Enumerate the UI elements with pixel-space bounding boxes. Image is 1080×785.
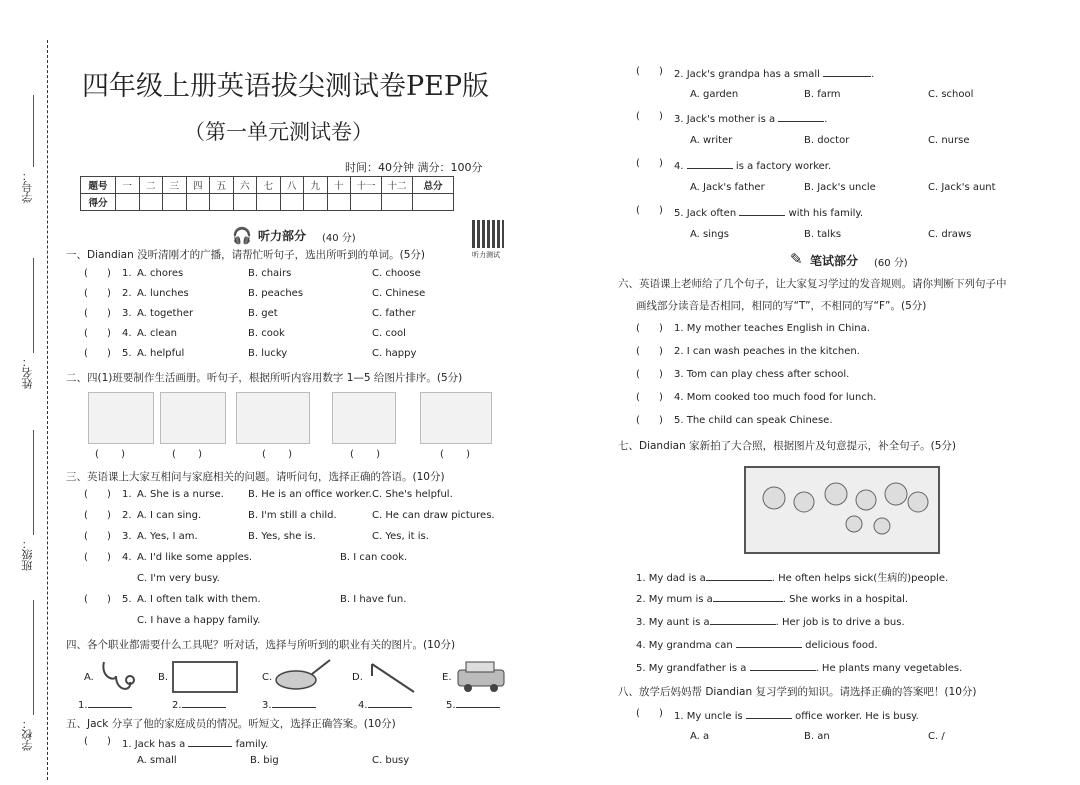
answer-paren[interactable]: ( ) <box>636 323 663 334</box>
option-c: C. Jack's aunt <box>928 182 996 193</box>
pencil-icon: ✎ <box>790 250 803 268</box>
section-1-heading: 一、Diandian 没听清刚才的广播，请帮忙听句子，选出所听到的单词。(5分) <box>66 249 425 261</box>
question-number: 2. <box>122 288 132 299</box>
section-6-heading: 六、英语课上老师给了几个句子，让大家复习学过的发音规则。请你判断下列句子中 <box>618 278 1007 290</box>
fill-item: 4. My grandma can delicious food. <box>636 637 878 651</box>
option-c: C. school <box>928 89 974 100</box>
question-number: 4. <box>122 328 132 339</box>
section-4-heading: 四、各个职业都需要什么工具呢？听对话，选择与所听到的职业有关的图片。(10分) <box>66 639 456 651</box>
answer-paren[interactable]: ( ) <box>84 328 111 339</box>
writing-points: (60 分) <box>874 258 908 269</box>
option-c: C. Yes, it is. <box>372 531 429 542</box>
answer-paren[interactable]: ( ) <box>84 288 111 299</box>
question-number: 4. <box>122 552 132 563</box>
answer-paren[interactable]: ( ) <box>636 708 663 719</box>
picture-boy-cleaning <box>160 392 226 444</box>
answer-blank[interactable]: 5. <box>446 697 500 711</box>
answer-paren[interactable]: ( ) <box>350 449 381 460</box>
picture-letter: D. <box>352 672 363 683</box>
score-header-cell: 总分 <box>413 177 454 194</box>
headphones-icon: 🎧 <box>232 226 252 245</box>
section-3-heading: 三、英语课上大家互相问与家庭相关的问题。请听问句，选择正确的答语。(10分) <box>66 471 445 483</box>
answer-paren[interactable]: ( ) <box>84 510 111 521</box>
score-cell[interactable] <box>327 194 351 211</box>
question-number: 3. <box>122 308 132 319</box>
option-b: B. talks <box>804 229 842 240</box>
picture-family-chores <box>236 392 310 444</box>
student-number-label: 学号： <box>21 170 34 203</box>
option-a: A. Yes, I am. <box>137 531 198 542</box>
student-number-field[interactable] <box>33 95 34 167</box>
sentence-item: 3. Tom can play chess after school. <box>674 369 850 380</box>
answer-paren[interactable]: ( ) <box>636 158 663 169</box>
question-8-1: 1. My uncle is office worker. He is busy. <box>674 708 919 722</box>
option-c: C. choose <box>372 268 421 279</box>
option-b: B. an <box>804 731 830 742</box>
question-5-5: 5. Jack often with his family. <box>674 205 863 219</box>
listening-title: 听力部分 <box>258 229 307 243</box>
qr-label: 听力测试 <box>472 251 500 259</box>
taxi-icon <box>456 658 506 694</box>
answer-paren[interactable]: ( ) <box>636 392 663 403</box>
question-number: 1. <box>122 268 132 279</box>
answer-paren[interactable]: ( ) <box>84 489 111 500</box>
answer-paren[interactable]: ( ) <box>636 346 663 357</box>
option-b: B. I can cook. <box>340 552 408 563</box>
answer-paren[interactable]: ( ) <box>636 415 663 426</box>
score-cell[interactable] <box>304 194 328 211</box>
answer-paren[interactable]: ( ) <box>636 205 663 216</box>
score-row-label: 得分 <box>81 194 116 211</box>
option-c: C. nurse <box>928 135 970 146</box>
option-c: C. I'm very busy. <box>137 573 220 584</box>
option-a: A. a <box>690 731 710 742</box>
answer-paren[interactable]: ( ) <box>172 449 203 460</box>
question-number: 3. <box>122 531 132 542</box>
question-5-2: 2. Jack's grandpa has a small . <box>674 66 874 80</box>
score-cell[interactable] <box>233 194 257 211</box>
page-subtitle: （第一单元测试卷） <box>184 120 373 144</box>
section-5-heading: 五、Jack 分享了他的家庭成员的情况。听短文，选择正确答案。(10分) <box>66 718 396 730</box>
question-5-4: 4. is a factory worker. <box>674 158 831 172</box>
score-header-cell: 十 <box>327 177 351 194</box>
score-cell[interactable] <box>210 194 234 211</box>
answer-blank[interactable]: 3. <box>262 697 316 711</box>
option-c: C. busy <box>372 755 410 766</box>
score-header-cell: 二 <box>139 177 163 194</box>
option-c: C. She's helpful. <box>372 489 453 500</box>
option-a: A. Jack's father <box>690 182 765 193</box>
section-8-heading: 八、放学后妈妈帮 Diandian 复习学到的知识。请选择正确的答案吧！(10分) <box>618 686 977 698</box>
score-cell[interactable] <box>413 194 454 211</box>
option-a: A. helpful <box>137 348 185 359</box>
score-header-cell: 一 <box>116 177 140 194</box>
tool-icon <box>366 660 418 696</box>
page-title: 四年级上册英语拔尖测试卷PEP版 <box>82 71 490 102</box>
answer-paren[interactable]: ( ) <box>84 736 111 747</box>
wok-icon <box>274 658 332 694</box>
question-number: 2. <box>122 510 132 521</box>
answer-paren[interactable]: ( ) <box>84 348 111 359</box>
option-a: A. I can sing. <box>137 510 202 521</box>
name-field[interactable] <box>33 258 34 353</box>
family-illustration <box>746 468 938 552</box>
answer-blank[interactable]: 2. <box>172 697 226 711</box>
class-field[interactable] <box>33 430 34 535</box>
sentence-item: 1. My mother teaches English in China. <box>674 323 870 334</box>
option-c: C. I have a happy family. <box>137 615 261 626</box>
option-b: B. I have fun. <box>340 594 407 605</box>
section-6-heading-cont: 画线部分读音是否相同，相同的写“T”，不相同的写“F”。(5分) <box>636 300 927 312</box>
option-a: A. chores <box>137 268 184 279</box>
score-cell[interactable] <box>257 194 281 211</box>
picture-letter: E. <box>442 672 452 683</box>
option-a: A. small <box>137 755 177 766</box>
school-field[interactable] <box>33 600 34 715</box>
question-number: 5. <box>122 348 132 359</box>
picture-family-care <box>88 392 154 444</box>
answer-blank[interactable]: 4. <box>358 697 412 711</box>
score-header-cell: 九 <box>304 177 328 194</box>
sentence-item: 5. The child can speak Chinese. <box>674 415 833 426</box>
family-photo <box>744 466 940 554</box>
school-label: 学校： <box>21 718 34 751</box>
picture-letter: B. <box>158 672 169 683</box>
sentence-item: 4. Mom cooked too much food for lunch. <box>674 392 877 403</box>
class-label: 班级： <box>21 538 34 571</box>
option-a: A. I often talk with them. <box>137 594 261 605</box>
answer-paren[interactable]: ( ) <box>262 449 293 460</box>
option-b: B. chairs <box>248 268 292 279</box>
answer-paren[interactable]: ( ) <box>636 369 663 380</box>
section-7-heading: 七、Diandian 家新拍了大合照，根据图片及句意提示，补全句子。(5分) <box>618 440 956 452</box>
option-a: A. I'd like some apples. <box>137 552 253 563</box>
answer-paren[interactable]: ( ) <box>84 552 111 563</box>
score-cell[interactable] <box>163 194 187 211</box>
score-header-cell: 十一 <box>351 177 382 194</box>
option-a: A. sings <box>690 229 729 240</box>
answer-paren[interactable]: ( ) <box>84 308 111 319</box>
answer-paren[interactable]: ( ) <box>84 594 111 605</box>
score-cell[interactable] <box>116 194 140 211</box>
question-5-3: 3. Jack's mother is a . <box>674 111 827 125</box>
option-b: B. farm <box>804 89 841 100</box>
option-c: C. Chinese <box>372 288 426 299</box>
score-header-cell: 十二 <box>382 177 413 194</box>
option-a: A. clean <box>137 328 177 339</box>
option-c: C. draws <box>928 229 972 240</box>
question-number: 1. <box>122 489 132 500</box>
answer-paren[interactable]: ( ) <box>636 66 663 77</box>
score-header-cell: 三 <box>163 177 187 194</box>
option-a: A. together <box>137 308 194 319</box>
option-a: A. writer <box>690 135 733 146</box>
score-header-cell: 八 <box>280 177 304 194</box>
picture-living-room <box>420 392 492 444</box>
option-c: C. cool <box>372 328 406 339</box>
option-c: C. happy <box>372 348 417 359</box>
question-5-1: 1. Jack has a family. <box>122 736 268 750</box>
answer-paren[interactable]: ( ) <box>636 111 663 122</box>
question-number: 5. <box>122 594 132 605</box>
score-header-cell: 六 <box>233 177 257 194</box>
score-cell[interactable] <box>351 194 382 211</box>
name-label: 姓名： <box>21 356 34 389</box>
option-b: B. Jack's uncle <box>804 182 876 193</box>
time-info: 时间：40分钟 满分：100分 <box>345 161 483 174</box>
option-c: C. He can draw pictures. <box>372 510 495 521</box>
fill-item: 2. My mum is a . She works in a hospital. <box>636 591 908 605</box>
score-header-cell: 七 <box>257 177 281 194</box>
score-table <box>80 176 454 211</box>
score-header-cell: 题号 <box>81 177 116 194</box>
score-header-cell: 五 <box>210 177 234 194</box>
qr-code-icon[interactable] <box>472 220 504 248</box>
picture-girl-washing <box>332 392 396 444</box>
picture-letter: C. <box>262 672 273 683</box>
option-b: B. doctor <box>804 135 850 146</box>
fill-item: 5. My grandfather is a . He plants many vegetables. <box>636 660 962 674</box>
option-b: B. I'm still a child. <box>248 510 337 521</box>
option-b: B. peaches <box>248 288 304 299</box>
binding-line <box>47 40 48 780</box>
answer-paren[interactable]: ( ) <box>440 449 471 460</box>
option-b: B. cook <box>248 328 285 339</box>
section-2-heading: 二、四(1)班要制作生活画册。听句子，根据所听内容用数字 1—5 给图片排序。(5分) <box>66 372 463 384</box>
score-header-cell: 四 <box>186 177 210 194</box>
answer-paren[interactable]: ( ) <box>84 531 111 542</box>
option-a: A. She is a nurse. <box>137 489 224 500</box>
answer-blank[interactable]: 1. <box>78 697 132 711</box>
score-cell[interactable] <box>186 194 210 211</box>
score-cell[interactable] <box>280 194 304 211</box>
answer-paren[interactable]: ( ) <box>84 268 111 279</box>
option-c: C. father <box>372 308 416 319</box>
option-a: A. garden <box>690 89 739 100</box>
listening-points: (40 分) <box>322 233 356 244</box>
option-b: B. He is an office worker. <box>248 489 372 500</box>
writing-title: 笔试部分 <box>810 254 859 268</box>
stethoscope-icon <box>96 658 136 696</box>
answer-paren[interactable]: ( ) <box>95 449 126 460</box>
option-a: A. lunches <box>137 288 189 299</box>
picture-letter: A. <box>84 672 94 683</box>
blackboard-icon <box>172 661 238 693</box>
fill-item: 3. My aunt is a . Her job is to drive a bus. <box>636 614 905 628</box>
option-b: B. Yes, she is. <box>248 531 316 542</box>
option-b: B. get <box>248 308 278 319</box>
option-b: B. big <box>250 755 279 766</box>
option-c: C. / <box>928 731 945 742</box>
score-cell[interactable] <box>139 194 163 211</box>
fill-item: 1. My dad is a . He often helps sick(生病的)people. <box>636 569 948 584</box>
score-cell[interactable] <box>382 194 413 211</box>
sentence-item: 2. I can wash peaches in the kitchen. <box>674 346 860 357</box>
option-b: B. lucky <box>248 348 288 359</box>
